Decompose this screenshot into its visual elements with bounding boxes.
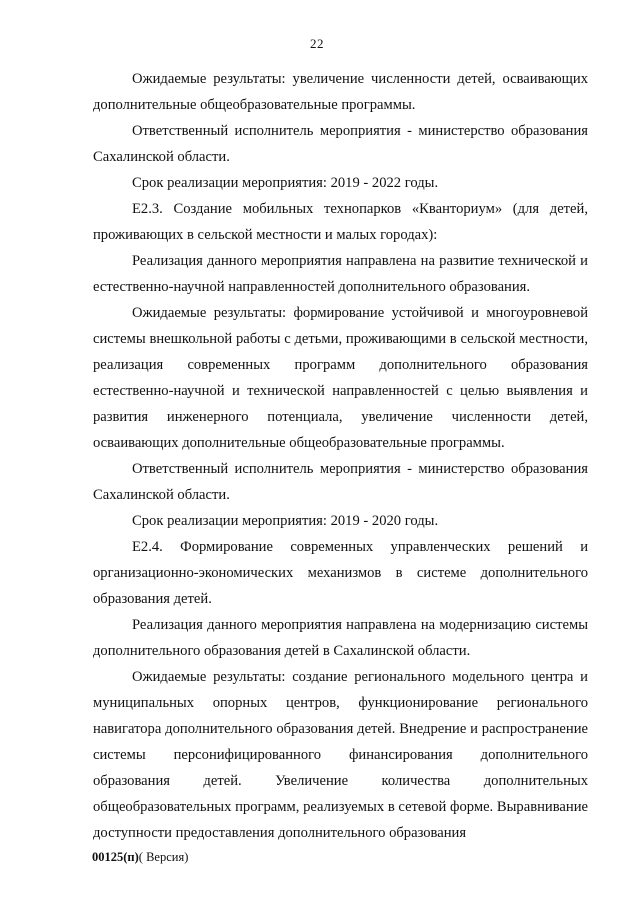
paragraph-term-2: Срок реализации мероприятия: 2019 - 2020 годы. [132, 513, 439, 529]
page-number: 22 [310, 36, 324, 51]
paragraph-expected-results-2: Ожидаемые результаты: формирование устойчивой и многоуровневой системы внешкольной работы с детьми, проживающими в сельской местности, реализация современных программ дополнительного образования естественно-научной и технической направленностей с целью выявления и развития инженерного потенциала, увеличение численности детей, осваивающих дополнительные общеобразовательные программы. [93, 305, 588, 451]
paragraph-e2-3-implementation: Реализация данного мероприятия направлена на развитие технической и естественно-научной направленностей дополнительного образования. [93, 253, 588, 295]
paragraph-responsible-1: Ответственный исполнитель мероприятия - министерство образования Сахалинской области. [93, 123, 588, 165]
paragraph-expected-results-3: Ожидаемые результаты: создание регионального модельного центра и муниципальных опорных центров, функционирование регионального навигатора дополнительного образования детей. Внедрение и распространение системы персонифицированного финансирования дополнительного образования детей. Увеличение количества дополнительных общеобразовательных программ, реализуемых в сетевой форме. Выравнивание доступности предоставления дополнительного образования [93, 669, 588, 841]
paragraph-e2-4-implementation: Реализация данного мероприятия направлена на модернизацию системы дополнительного образования детей в Сахалинской области. [93, 617, 588, 659]
paragraph-expected-results-1: Ожидаемые результаты: увеличение численности детей, осваивающих дополнительные общеобразовательные программы. [93, 71, 588, 113]
body-text [93, 66, 588, 846]
paragraph-e2-4-heading: Е2.4. Формирование современных управленческих решений и организационно-экономических механизмов в системе дополнительного образования детей. [93, 539, 588, 607]
paragraph-e2-3-heading: Е2.3. Создание мобильных технопарков «Кванториум» (для детей, проживающих в сельской местности и малых городах): [93, 201, 588, 243]
document-code: 00125(п) [92, 850, 139, 864]
paragraph-responsible-2: Ответственный исполнитель мероприятия - министерство образования Сахалинской области. [93, 461, 588, 503]
document-version: ( Версия) [138, 850, 189, 864]
paragraph-term-1: Срок реализации мероприятия: 2019 - 2022 годы. [132, 175, 439, 191]
footer [92, 850, 188, 865]
